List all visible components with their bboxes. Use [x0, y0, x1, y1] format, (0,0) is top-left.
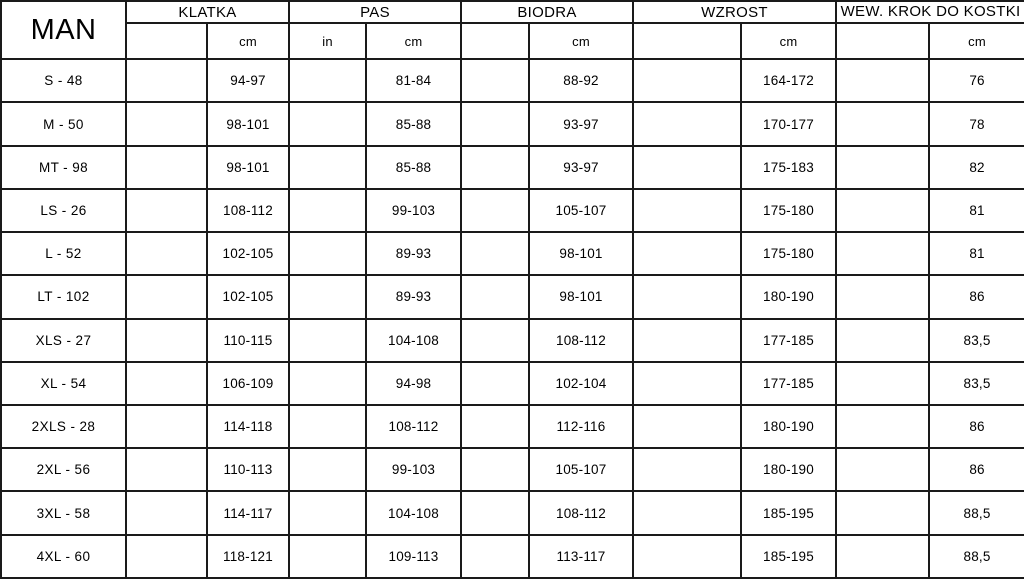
cell-hips-cm: 105-107 — [529, 448, 633, 491]
cell-inseam-in — [836, 535, 929, 578]
cell-inseam-in — [836, 491, 929, 534]
cell-hips-in — [461, 102, 529, 145]
cell-hips-cm: 93-97 — [529, 146, 633, 189]
cell-height-in — [633, 232, 741, 275]
cell-height-cm: 180-190 — [741, 405, 836, 448]
cell-height-in — [633, 405, 741, 448]
unit-klatka-cm: cm — [207, 23, 289, 59]
table-header — [1, 1, 1024, 59]
cell-waist-in — [289, 319, 366, 362]
table-row — [1, 362, 1024, 405]
cell-height-cm: 177-185 — [741, 319, 836, 362]
cell-hips-cm: 93-97 — [529, 102, 633, 145]
cell-chest-in — [126, 146, 207, 189]
cell-chest-cm: 102-105 — [207, 232, 289, 275]
table-row — [1, 535, 1024, 578]
size-label-cell: LT - 102 — [1, 275, 126, 318]
cell-height-cm: 170-177 — [741, 102, 836, 145]
cell-inseam-in — [836, 232, 929, 275]
cell-inseam-cm: 88,5 — [929, 535, 1024, 578]
cell-inseam-cm: 88,5 — [929, 491, 1024, 534]
cell-waist-cm: 99-103 — [366, 448, 461, 491]
cell-chest-in — [126, 405, 207, 448]
cell-chest-cm: 98-101 — [207, 146, 289, 189]
cell-hips-in — [461, 275, 529, 318]
size-label-cell: 4XL - 60 — [1, 535, 126, 578]
cell-height-cm: 185-195 — [741, 535, 836, 578]
cell-inseam-in — [836, 146, 929, 189]
unit-biodra-in — [461, 23, 529, 59]
cell-hips-cm: 98-101 — [529, 275, 633, 318]
cell-hips-cm: 108-112 — [529, 319, 633, 362]
cell-height-in — [633, 535, 741, 578]
column-group-wzrost: WZROST — [633, 1, 836, 23]
cell-chest-cm: 108-112 — [207, 189, 289, 232]
cell-waist-in — [289, 189, 366, 232]
cell-chest-in — [126, 448, 207, 491]
cell-hips-in — [461, 535, 529, 578]
unit-wzrost-in — [633, 23, 741, 59]
cell-height-cm: 180-190 — [741, 448, 836, 491]
cell-chest-cm: 110-113 — [207, 448, 289, 491]
cell-height-cm: 175-183 — [741, 146, 836, 189]
cell-inseam-in — [836, 189, 929, 232]
cell-waist-cm: 99-103 — [366, 189, 461, 232]
cell-hips-cm: 88-92 — [529, 59, 633, 102]
cell-height-cm: 177-185 — [741, 362, 836, 405]
cell-inseam-in — [836, 59, 929, 102]
cell-height-cm: 164-172 — [741, 59, 836, 102]
unit-pas-in: in — [289, 23, 366, 59]
cell-hips-cm: 98-101 — [529, 232, 633, 275]
cell-waist-in — [289, 146, 366, 189]
cell-chest-in — [126, 189, 207, 232]
cell-waist-cm: 108-112 — [366, 405, 461, 448]
column-group-biodra: BIODRA — [461, 1, 633, 23]
cell-waist-in — [289, 362, 366, 405]
cell-height-in — [633, 448, 741, 491]
size-label-cell: 3XL - 58 — [1, 491, 126, 534]
cell-waist-cm: 89-93 — [366, 232, 461, 275]
table-row — [1, 405, 1024, 448]
cell-hips-cm: 112-116 — [529, 405, 633, 448]
cell-waist-cm: 109-113 — [366, 535, 461, 578]
cell-hips-cm: 108-112 — [529, 491, 633, 534]
size-label-cell: MT - 98 — [1, 146, 126, 189]
cell-height-cm: 185-195 — [741, 491, 836, 534]
cell-hips-in — [461, 491, 529, 534]
table-row — [1, 189, 1024, 232]
cell-inseam-cm: 81 — [929, 189, 1024, 232]
cell-hips-in — [461, 448, 529, 491]
cell-chest-cm: 94-97 — [207, 59, 289, 102]
cell-chest-in — [126, 102, 207, 145]
cell-chest-in — [126, 275, 207, 318]
cell-waist-in — [289, 491, 366, 534]
table-row — [1, 319, 1024, 362]
cell-chest-cm: 106-109 — [207, 362, 289, 405]
cell-waist-cm: 104-108 — [366, 491, 461, 534]
cell-chest-cm: 98-101 — [207, 102, 289, 145]
cell-height-in — [633, 362, 741, 405]
size-label-cell: 2XL - 56 — [1, 448, 126, 491]
group-header-row — [1, 1, 1024, 23]
brand-title-cell: MAN — [1, 1, 126, 59]
unit-wew-krok-in — [836, 23, 929, 59]
size-label-cell: M - 50 — [1, 102, 126, 145]
table-row — [1, 448, 1024, 491]
cell-inseam-cm: 86 — [929, 448, 1024, 491]
cell-height-in — [633, 189, 741, 232]
cell-chest-cm: 110-115 — [207, 319, 289, 362]
cell-chest-in — [126, 362, 207, 405]
column-group-wew-krok-do-kostki: WEW. KROK DO KOSTKI — [836, 1, 1024, 23]
cell-inseam-in — [836, 405, 929, 448]
cell-chest-cm: 102-105 — [207, 275, 289, 318]
cell-waist-in — [289, 275, 366, 318]
cell-inseam-in — [836, 275, 929, 318]
cell-height-in — [633, 59, 741, 102]
size-label-cell: 2XLS - 28 — [1, 405, 126, 448]
cell-waist-cm: 104-108 — [366, 319, 461, 362]
cell-inseam-in — [836, 319, 929, 362]
cell-chest-in — [126, 232, 207, 275]
cell-waist-in — [289, 405, 366, 448]
column-group-pas: PAS — [289, 1, 461, 23]
unit-header-row — [1, 23, 1024, 59]
table-row — [1, 275, 1024, 318]
cell-inseam-cm: 76 — [929, 59, 1024, 102]
cell-height-cm: 175-180 — [741, 232, 836, 275]
table-row — [1, 59, 1024, 102]
cell-waist-cm: 89-93 — [366, 275, 461, 318]
unit-pas-cm: cm — [366, 23, 461, 59]
table-row — [1, 491, 1024, 534]
cell-waist-in — [289, 448, 366, 491]
cell-inseam-in — [836, 102, 929, 145]
cell-hips-in — [461, 59, 529, 102]
cell-inseam-cm: 86 — [929, 275, 1024, 318]
cell-inseam-cm: 83,5 — [929, 362, 1024, 405]
cell-inseam-cm: 78 — [929, 102, 1024, 145]
cell-chest-cm: 118-121 — [207, 535, 289, 578]
cell-chest-in — [126, 535, 207, 578]
cell-waist-cm: 85-88 — [366, 102, 461, 145]
cell-inseam-in — [836, 448, 929, 491]
cell-waist-in — [289, 102, 366, 145]
cell-height-in — [633, 319, 741, 362]
size-label-cell: LS - 26 — [1, 189, 126, 232]
unit-biodra-cm: cm — [529, 23, 633, 59]
cell-chest-in — [126, 59, 207, 102]
cell-height-cm: 180-190 — [741, 275, 836, 318]
size-label-cell: L - 52 — [1, 232, 126, 275]
table-row — [1, 146, 1024, 189]
cell-waist-in — [289, 59, 366, 102]
cell-waist-cm: 85-88 — [366, 146, 461, 189]
cell-inseam-cm: 82 — [929, 146, 1024, 189]
cell-waist-cm: 81-84 — [366, 59, 461, 102]
cell-waist-in — [289, 232, 366, 275]
cell-hips-in — [461, 405, 529, 448]
size-label-cell: XLS - 27 — [1, 319, 126, 362]
cell-height-in — [633, 275, 741, 318]
cell-hips-cm: 113-117 — [529, 535, 633, 578]
cell-waist-cm: 94-98 — [366, 362, 461, 405]
cell-height-in — [633, 146, 741, 189]
size-label-cell: XL - 54 — [1, 362, 126, 405]
cell-chest-cm: 114-117 — [207, 491, 289, 534]
cell-hips-cm: 102-104 — [529, 362, 633, 405]
cell-chest-in — [126, 491, 207, 534]
cell-height-in — [633, 102, 741, 145]
unit-wew-krok-cm: cm — [929, 23, 1024, 59]
table-body — [1, 59, 1024, 578]
cell-waist-in — [289, 535, 366, 578]
table-row — [1, 232, 1024, 275]
cell-hips-in — [461, 146, 529, 189]
cell-hips-in — [461, 362, 529, 405]
size-label-cell: S - 48 — [1, 59, 126, 102]
cell-inseam-cm: 81 — [929, 232, 1024, 275]
cell-hips-in — [461, 319, 529, 362]
cell-hips-in — [461, 189, 529, 232]
unit-klatka-in — [126, 23, 207, 59]
cell-inseam-in — [836, 362, 929, 405]
cell-chest-cm: 114-118 — [207, 405, 289, 448]
cell-hips-in — [461, 232, 529, 275]
cell-height-in — [633, 491, 741, 534]
cell-height-cm: 175-180 — [741, 189, 836, 232]
unit-wzrost-cm: cm — [741, 23, 836, 59]
cell-inseam-cm: 86 — [929, 405, 1024, 448]
cell-hips-cm: 105-107 — [529, 189, 633, 232]
cell-chest-in — [126, 319, 207, 362]
table-row — [1, 102, 1024, 145]
column-group-klatka: KLATKA — [126, 1, 289, 23]
cell-inseam-cm: 83,5 — [929, 319, 1024, 362]
